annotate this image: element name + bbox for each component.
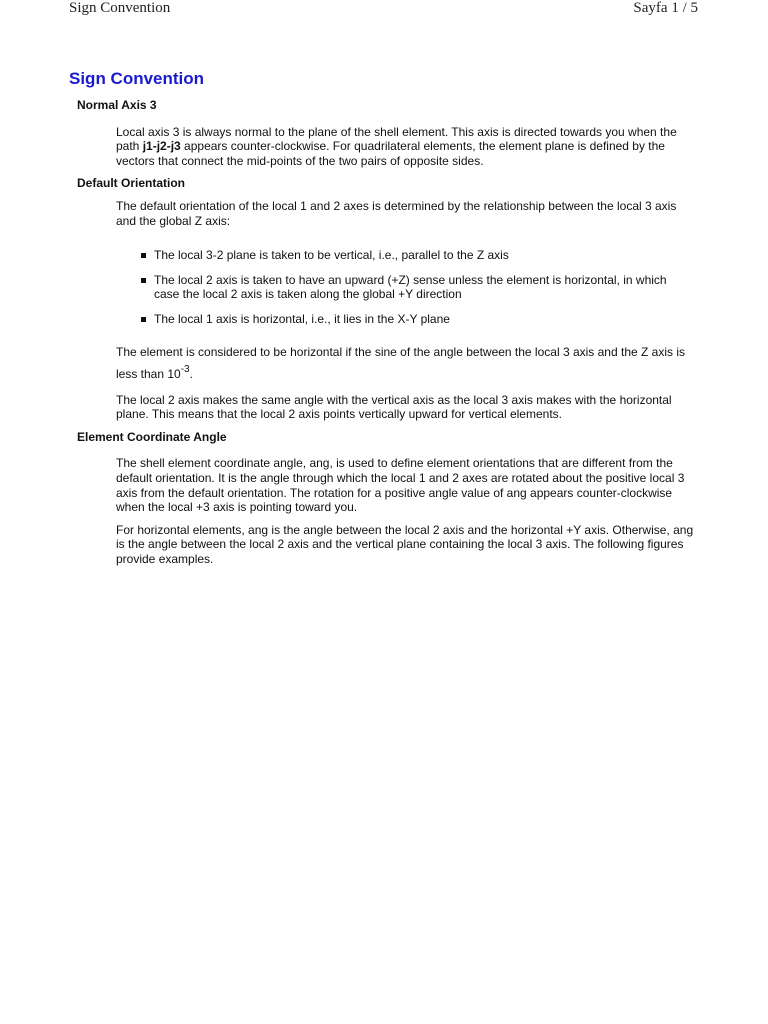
page-title: Sign Convention — [69, 69, 205, 88]
section-heading-coordinate-angle: Element Coordinate Angle — [77, 429, 227, 444]
list-item — [154, 312, 684, 327]
paragraph-normal-axis — [116, 125, 696, 169]
list-item — [154, 273, 684, 302]
bullet-square-icon — [141, 317, 146, 322]
header-title: Sign Convention — [69, 0, 171, 16]
paragraph-horizontal-criterion — [116, 341, 696, 385]
list-item — [154, 248, 684, 263]
paragraph-default-intro: The default orientation of the local 1 and 2 axes is determined by the relationship between the local 3 axis and the global Z axis: — [116, 198, 677, 228]
section-heading-default-orientation: Default Orientation — [77, 176, 186, 191]
list-item-text: The local 2 axis is taken to have an upward (+Z) sense unless the element is horizontal, in which case the local 2 axis is taken along the global +Y direction — [154, 272, 667, 302]
bullet-list — [69, 248, 699, 326]
text-span: Local axis 3 is always normal to the plane of the shell element. This axis is directed towards you when the path — [116, 124, 677, 154]
text-span: . — [189, 366, 193, 381]
page-number: Sayfa 1 / 5 — [633, 0, 698, 16]
list-item-text: The local 1 axis is horizontal, i.e., it lies in the X-Y plane — [154, 311, 450, 326]
paragraph-local-2-axis: The local 2 axis makes the same angle with the vertical axis as the local 3 axis makes with the horizontal plane. This means that the local 2 axis points vertically upward for vertical elements. — [116, 392, 672, 422]
text-span: The element is considered to be horizontal if the sine of the angle between the local 3 axis and the Z axis is less than 10 — [116, 344, 686, 381]
document-body — [69, 69, 699, 574]
bullet-square-icon — [141, 253, 146, 258]
path-label: j1-j2-j3 — [142, 139, 181, 154]
paragraph-coordinate-angle-2: For horizontal elements, ang is the angle between the local 2 axis and the horizontal +Y axis. Otherwise, ang is the angle between the local 2 axis and the vertical plane containing the local 3 axis. The following figures provide examples. — [116, 522, 694, 566]
text-span: appears counter-clockwise. For quadrilateral elements, the element plane is defined by the vectors that connect the mid-points of the two pairs of opposite sides. — [116, 139, 665, 168]
list-item-text: The local 3-2 plane is taken to be vertical, i.e., parallel to the Z axis — [154, 248, 509, 263]
bullet-square-icon — [141, 278, 146, 283]
exponent: -3 — [180, 363, 190, 375]
paragraph-coordinate-angle-1: The shell element coordinate angle, ang, is used to define element orientations that are different from the default orientation. It is the angle through which the local 1 and 2 axes are rotated about the positive local 3 axis from the default orientation. The rotation for a positive angle value of ang appears counter-clockwise when the local +3 axis is pointing toward you. — [116, 456, 685, 515]
section-heading-normal-axis: Normal Axis 3 — [77, 98, 157, 112]
page-header — [0, 0, 768, 20]
